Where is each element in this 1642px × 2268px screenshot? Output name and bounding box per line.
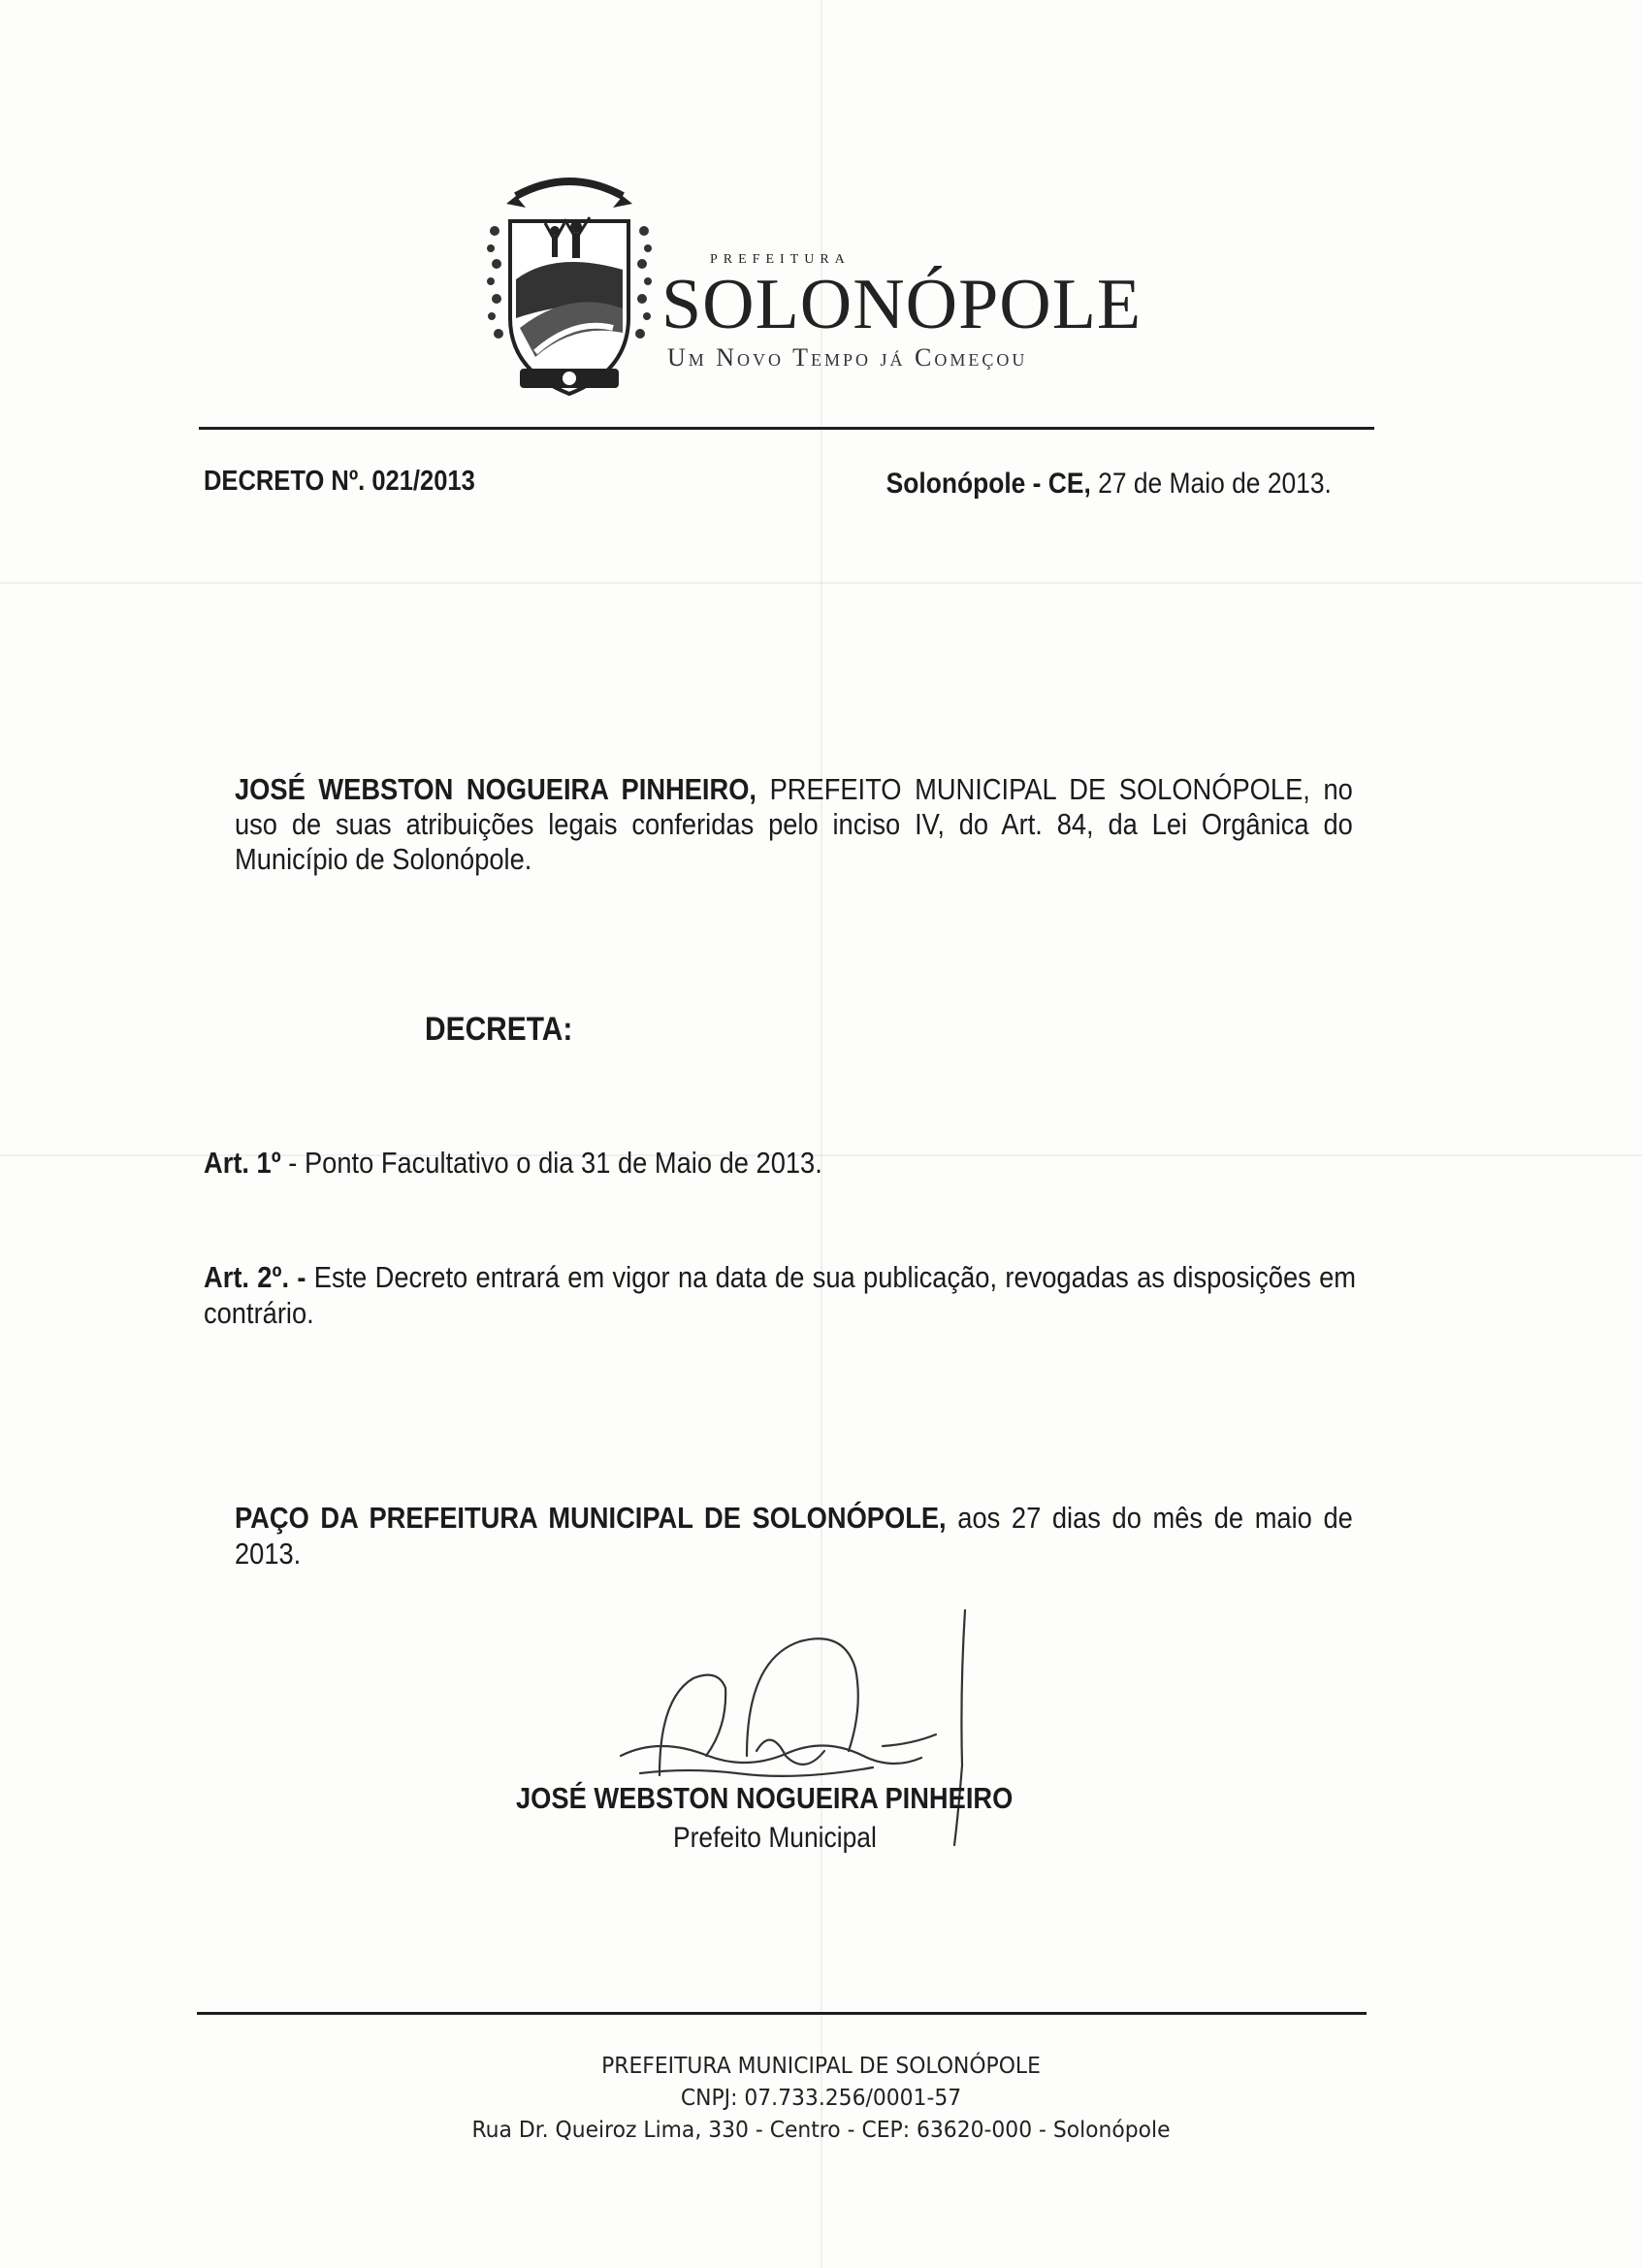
city-motto: Um Novo Tempo já Começou xyxy=(667,343,1028,372)
footer xyxy=(0,2051,1642,2147)
decreta-heading: DECRETA: xyxy=(425,1011,573,1048)
article-2 xyxy=(204,1259,1356,1331)
decree-date-text: 27 de Maio de 2013. xyxy=(1090,468,1332,500)
prefeitura-label: PREFEITURA xyxy=(710,252,851,267)
article-1-text: - Ponto Facultativo o dia 31 de Maio de 2013. xyxy=(280,1146,822,1180)
footer-org: PREFEITURA MUNICIPAL DE SOLONÓPOLE xyxy=(601,2054,1041,2079)
header-divider xyxy=(199,427,1374,430)
closing-paragraph xyxy=(235,1500,1353,1571)
article-2-text: Este Decreto entrará em vigor na data de sua publicação, revogadas as disposições em contrário. xyxy=(204,1260,1356,1330)
mayor-name: JOSÉ WEBSTON NOGUEIRA PINHEIRO, xyxy=(235,772,757,806)
decree-place: Solonópole - CE, xyxy=(885,468,1091,500)
footer-cnpj: CNPJ: 07.733.256/0001-57 xyxy=(680,2086,962,2111)
municipal-logo xyxy=(477,163,1143,405)
article-1-label: Art. 1º xyxy=(204,1146,281,1180)
closing-bold: PAÇO DA PREFEITURA MUNICIPAL DE SOLONÓPOLE, xyxy=(235,1501,947,1535)
decree-date xyxy=(886,468,1332,501)
preamble-text: PREFEITO MUNICIPAL DE SOLONÓPOLE, no uso de suas atribuições legais conferidas pelo inciso IV, do Art. 84, da Lei Orgânica do Município de Solonópole. xyxy=(235,772,1353,876)
closing-text: aos 27 dias do mês de maio de 2013. xyxy=(235,1501,1353,1571)
decree-number: DECRETO Nº. 021/2013 xyxy=(204,466,475,497)
article-2-label: Art. 2º. - xyxy=(204,1260,306,1294)
city-name: SOLONÓPOLE xyxy=(661,265,1143,344)
signer-title: Prefeito Municipal xyxy=(673,1822,877,1854)
footer-divider xyxy=(197,2012,1367,2015)
decree-preamble xyxy=(235,772,1353,877)
footer-address: Rua Dr. Queiroz Lima, 330 - Centro - CEP: 63620-000 - Solonópole xyxy=(471,2118,1171,2143)
article-1 xyxy=(204,1145,1356,1181)
coat-of-arms-icon xyxy=(477,163,661,405)
signer-name: JOSÉ WEBSTON NOGUEIRA PINHEIRO xyxy=(516,1781,1014,1815)
